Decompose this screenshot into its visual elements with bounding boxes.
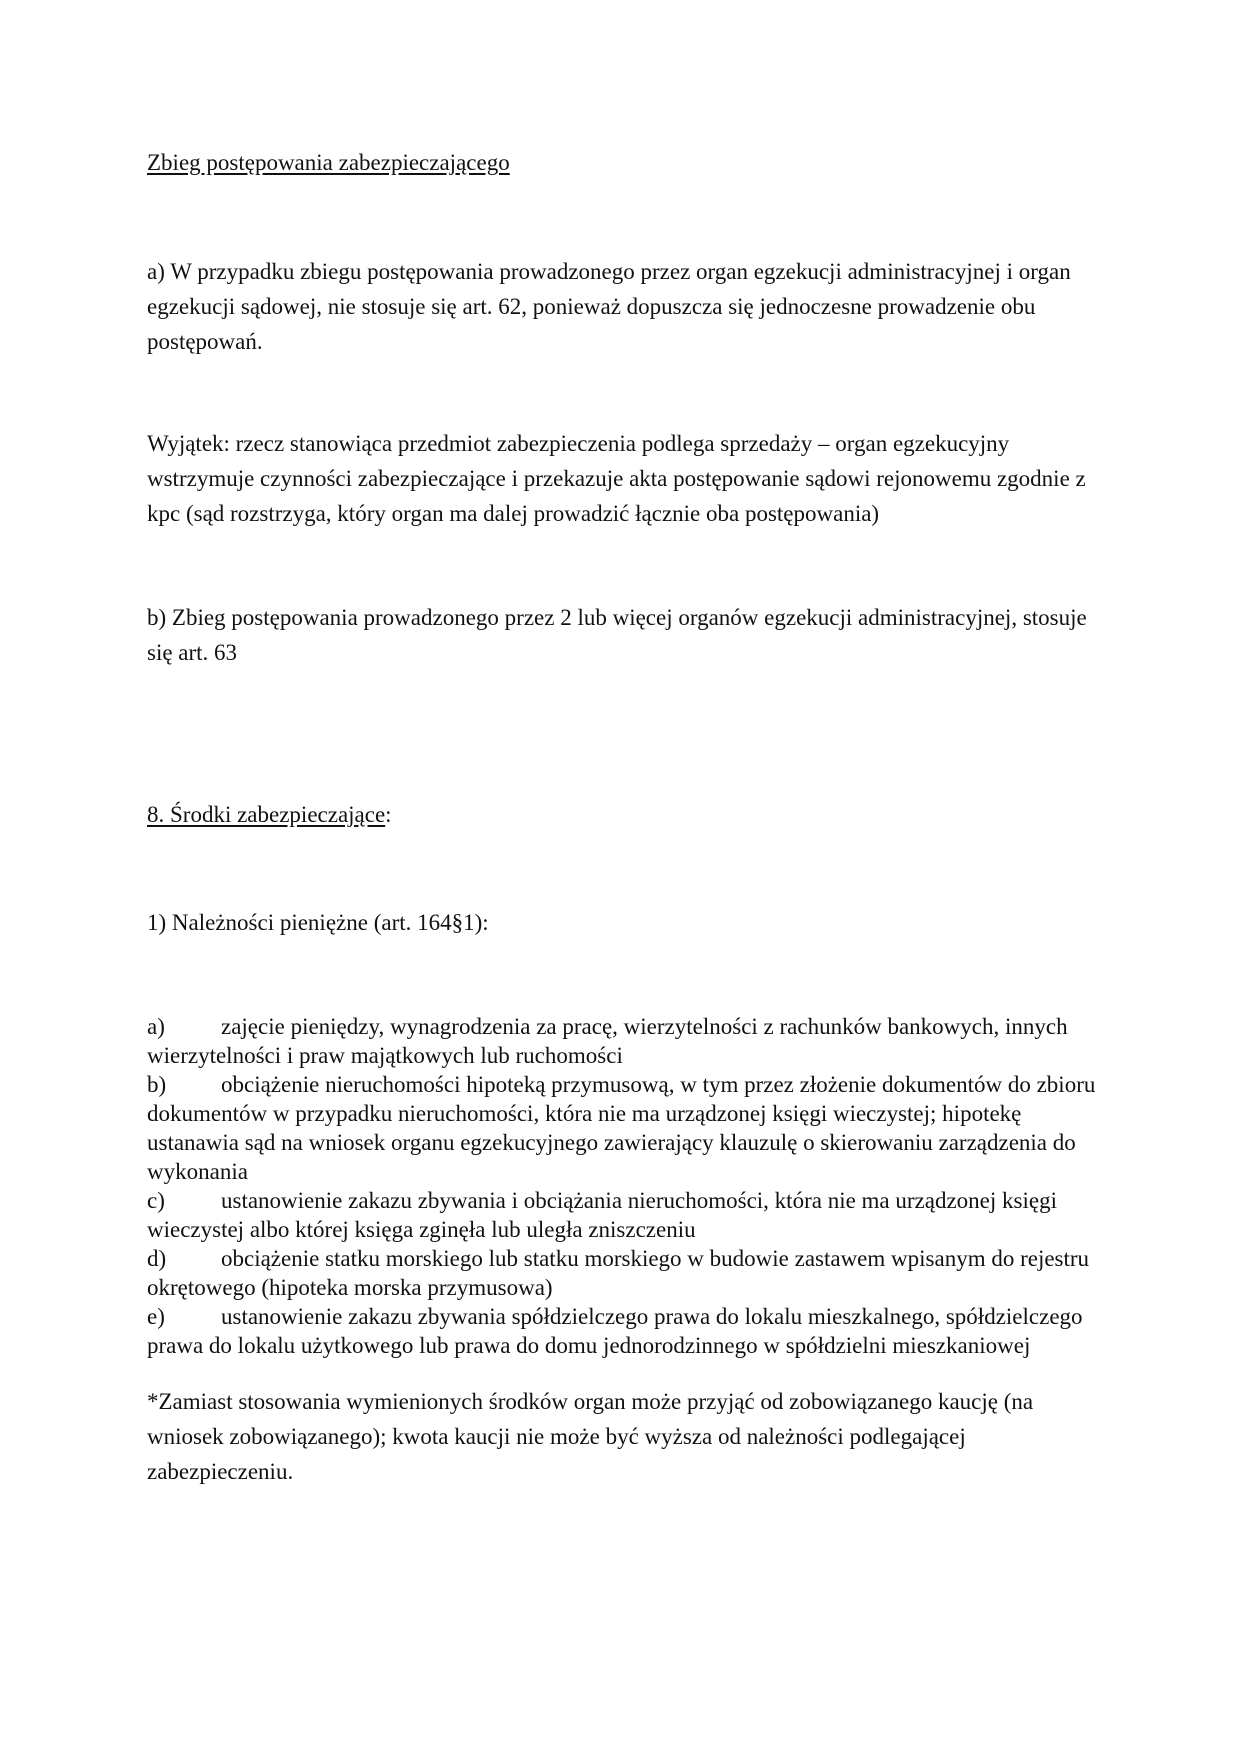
- section8-heading-line: [147, 797, 1097, 832]
- list-item-marker: d): [147, 1246, 167, 1271]
- deposit-note: *Zamiast stosowania wymienionych środków organ może przyjąć od zobowiązanego kaucję (na wniosek zobowiązanego); kwota kaucji nie może być wyższa od należności podlegającej zabezpieczeniu.: [147, 1389, 1034, 1484]
- list-item-text: ustanowienie zakazu zbywania spółdzielczego prawa do lokalu mieszkalnego, spółdzielczego prawa do lokalu użytkowego lub prawa do domu jednorodzinnego w spółdzielni mieszkaniowej: [147, 1304, 1083, 1358]
- measures-list: [147, 1012, 1097, 1360]
- section8-heading: 8. Środki zabezpieczające: [147, 802, 386, 827]
- list-item: [147, 1302, 1097, 1360]
- subsection-1-title: 1) Należności pieniężne (art. 164§1):: [147, 910, 489, 935]
- list-item-marker: e): [147, 1304, 165, 1329]
- list-item: [147, 1012, 1097, 1070]
- list-item: [147, 1244, 1097, 1302]
- list-item-marker: a): [147, 1014, 165, 1039]
- list-item: [147, 1070, 1097, 1186]
- list-item: [147, 1186, 1097, 1244]
- paragraph-exception: Wyjątek: rzecz stanowiąca przedmiot zabezpieczenia podlega sprzedaży – organ egzekucyjny wstrzymuje czynności zabezpieczające i przekazuje akta postępowanie sądowi rejonowemu zgodnie z kpc (sąd rozstrzyga, który organ ma dalej prowadzić łącznie oba postępowania): [147, 431, 1086, 526]
- list-item-text: obciążenie statku morskiego lub statku morskiego w budowie zastawem wpisanym do rejestru okrętowego (hipoteka morska przymusowa): [147, 1246, 1090, 1300]
- list-item-text: ustanowienie zakazu zbywania i obciążania nieruchomości, która nie ma urządzonej księgi wieczystej albo której księga zginęła lub uległa zniszczeniu: [147, 1188, 1057, 1242]
- list-item-text: zajęcie pieniędzy, wynagrodzenia za pracę, wierzytelności z rachunków bankowych, innych wierzytelności i praw majątkowych lub ruchomości: [147, 1014, 1068, 1068]
- list-item-marker: b): [147, 1072, 167, 1097]
- list-item-marker: c): [147, 1188, 165, 1213]
- section8-colon: :: [385, 802, 392, 827]
- paragraph-b: b) Zbieg postępowania prowadzonego przez 2 lub więcej organów egzekucji administracyjnej, stosuje się art. 63: [147, 605, 1087, 665]
- list-item-text: obciążenie nieruchomości hipoteką przymusową, w tym przez złożenie dokumentów do zbioru dokumentów w przypadku nieruchomości, która nie ma urządzonej księgi wieczystej; hipotekę ustanawia sąd na wniosek organu egzekucyjnego zawierający klauzulę o skierowaniu zarządzenia do wykonania: [147, 1072, 1096, 1184]
- paragraph-a: a) W przypadku zbiegu postępowania prowadzonego przez organ egzekucji administracyjnej i organ egzekucji sądowej, nie stosuje się art. 62, ponieważ dopuszcza się jednoczesne prowadzenie obu postępowań.: [147, 259, 1071, 354]
- section-heading: Zbieg postępowania zabezpieczającego: [147, 150, 510, 175]
